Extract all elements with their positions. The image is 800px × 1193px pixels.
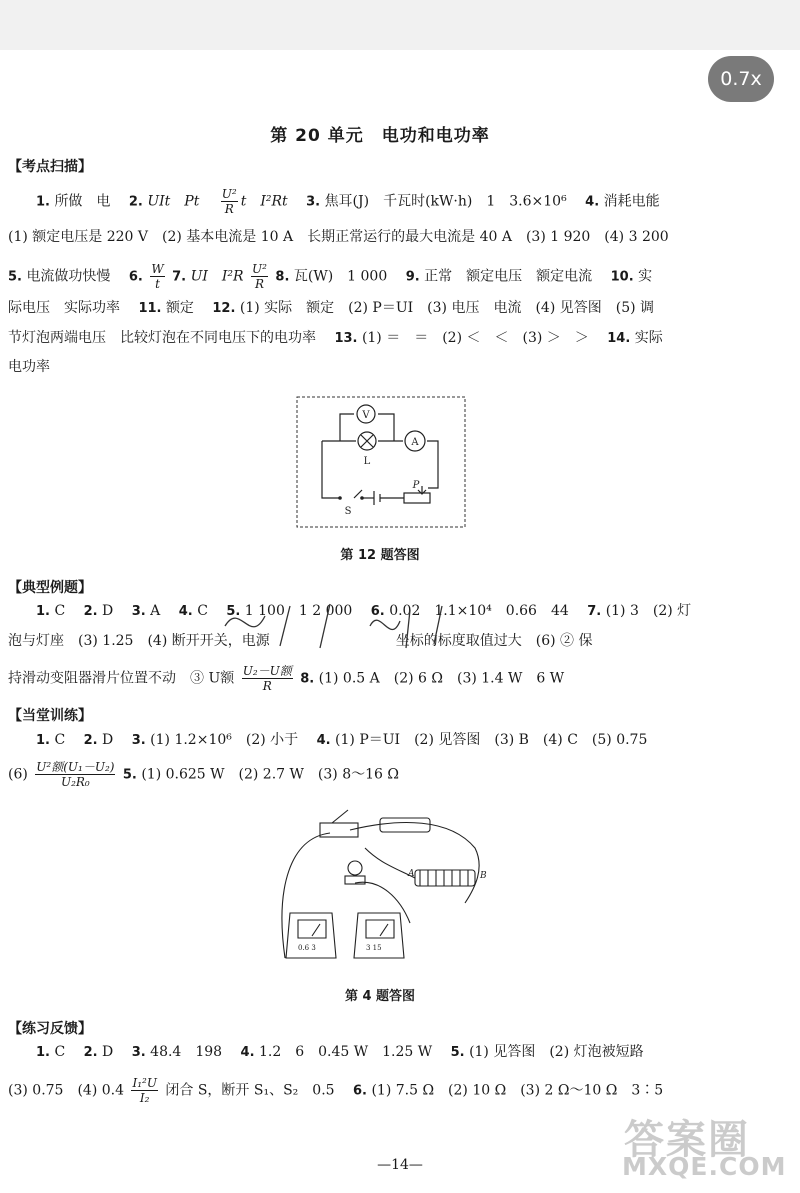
fraction-denominator: t bbox=[155, 277, 160, 291]
apparatus-diagram-q4 bbox=[270, 808, 500, 978]
q-num: 6. bbox=[353, 1083, 367, 1099]
answer-text: 节灯泡两端电压 比较灯泡在不同电压下的电功率 bbox=[8, 330, 330, 346]
answer-text: (1) 见答图 (2) 灯泡被短路 bbox=[469, 1044, 644, 1060]
q-num: 14. bbox=[607, 331, 631, 346]
answer-text: (6) bbox=[8, 766, 28, 783]
figure-caption-q12: 第 12 题答图 bbox=[340, 548, 420, 563]
answer-text: C bbox=[54, 603, 80, 619]
q-num: 13. bbox=[334, 331, 358, 346]
fraction-numerator: U² bbox=[221, 187, 237, 201]
q-num: 8. bbox=[275, 269, 290, 285]
fraction-numerator: I₁²U bbox=[132, 1076, 157, 1090]
feedback-line-2 bbox=[8, 1076, 663, 1105]
fraction-numerator: U²额(U₁－U₂) bbox=[36, 760, 115, 774]
watermark-logo: 答案圈 bbox=[624, 1117, 750, 1163]
scan-line-5 bbox=[8, 329, 663, 348]
answer-text: 实 bbox=[638, 268, 653, 285]
answer-text: (1) 实际 额定 (2) P＝UI (3) 电压 电流 (4) 见答图 (5) 调 bbox=[239, 300, 655, 316]
fraction-denominator: U₂R₀ bbox=[60, 775, 90, 789]
terminal-a-label: A bbox=[408, 869, 415, 879]
answer-text: D bbox=[102, 732, 128, 748]
answer-text: 消耗电能 bbox=[603, 193, 660, 210]
q-num: 5. bbox=[226, 604, 241, 619]
wire bbox=[282, 833, 330, 958]
wire bbox=[350, 823, 479, 903]
rheostat-symbol bbox=[404, 493, 430, 503]
answer-text: 瓦(W) 1 000 bbox=[293, 268, 402, 285]
wire bbox=[355, 882, 410, 923]
answer-text: (1) 0.625 W (2) 2.7 W (3) 8～16 Ω bbox=[141, 766, 399, 783]
scan-line-4 bbox=[8, 299, 654, 318]
answer-text: D bbox=[102, 603, 128, 619]
fraction bbox=[150, 262, 164, 291]
answer-text: (1) ＝ ＝ (2) ＜ ＜ (3) ＞ ＞ bbox=[361, 330, 603, 346]
examples-line-2: 泡与灯座 (3) 1.25 (4) 断开开关，电源 坐标的标度取值过大 (6) ② 保 bbox=[8, 633, 593, 649]
q-num: 5. bbox=[8, 269, 22, 285]
q-num: 5. bbox=[122, 767, 137, 783]
voltmeter-label: V bbox=[362, 410, 370, 421]
fraction-denominator: I₂ bbox=[139, 1091, 150, 1105]
q-num: 1. bbox=[36, 194, 50, 210]
viewer-top-bar bbox=[0, 0, 800, 50]
answer-text: C bbox=[54, 732, 80, 748]
fraction bbox=[251, 262, 268, 291]
section-heading-feedback: 【练习反馈】 bbox=[8, 1021, 92, 1037]
rheostat-windings bbox=[420, 870, 468, 886]
q-num: 2. bbox=[83, 1045, 98, 1060]
answer-text: 1.2 6 0.45 W 1.25 W bbox=[258, 1044, 447, 1060]
q-num: 8. bbox=[300, 671, 315, 687]
section-heading-examples: 【典型例题】 bbox=[8, 580, 92, 596]
answer-text: 持滑动变阻器滑片位置不动 ③ U额 bbox=[8, 670, 235, 687]
answer-text: t I²Rt bbox=[240, 193, 302, 210]
q-num: 4. bbox=[240, 1045, 255, 1060]
q-num: 9. bbox=[405, 269, 420, 285]
q-num: 5. bbox=[450, 1045, 465, 1060]
answer-text: 实际 bbox=[634, 330, 663, 346]
q-num: 4. bbox=[585, 194, 600, 210]
answer-text: D bbox=[102, 1044, 128, 1060]
answer-text: C bbox=[54, 1044, 80, 1060]
page-number: —14— bbox=[377, 1157, 423, 1173]
scan-line-1 bbox=[36, 187, 660, 216]
voltmeter-needle bbox=[380, 924, 388, 936]
voltmeter-scale-label: 3 15 bbox=[366, 944, 382, 952]
ammeter-scale-label: 0.6 3 bbox=[298, 944, 316, 952]
q-num: 7. bbox=[172, 269, 187, 285]
figure-caption-q4: 第 4 题答图 bbox=[344, 989, 416, 1004]
lamp-label: L bbox=[363, 456, 371, 467]
q-num: 1. bbox=[36, 604, 50, 619]
section-heading-scan: 【考点扫描】 bbox=[8, 159, 92, 175]
answer-text: 焦耳(J) 千瓦时(kW·h) 1 3.6×10⁶ bbox=[324, 193, 581, 210]
answer-text: (3) 0.75 (4) 0.4 bbox=[8, 1082, 124, 1099]
ammeter-label: A bbox=[411, 437, 419, 448]
q-num: 1. bbox=[36, 1045, 50, 1060]
switch-label: S bbox=[344, 506, 352, 517]
answer-text: 际电压 实际功率 bbox=[8, 300, 134, 316]
q-num: 4. bbox=[178, 604, 193, 619]
section-heading-classroom: 【当堂训练】 bbox=[8, 708, 92, 724]
answer-text: (1) 7.5 Ω (2) 10 Ω (3) 2 Ω～10 Ω 3∶5 bbox=[371, 1082, 664, 1099]
q-num: 12. bbox=[212, 301, 236, 316]
feedback-line-1 bbox=[36, 1043, 644, 1062]
rheostat-coil bbox=[415, 870, 475, 886]
wire bbox=[322, 441, 340, 498]
handwriting-scribble bbox=[220, 596, 520, 656]
classroom-line-2 bbox=[8, 760, 399, 789]
answer-text: C bbox=[197, 603, 222, 619]
scan-line-2: (1) 额定电压是 220 V (2) 基本电流是 10 A 长期正常运行的最大电流是 40 A (3) 1 920 (4) 3 200 bbox=[8, 229, 669, 245]
q-num: 6. bbox=[370, 604, 385, 619]
fraction-numerator: U² bbox=[252, 262, 267, 276]
q-num: 10. bbox=[610, 269, 634, 285]
switch-contact bbox=[338, 496, 342, 500]
q-num: 3. bbox=[131, 1045, 146, 1060]
answer-text: (1) 3 (2) 灯 bbox=[605, 603, 692, 619]
zoom-level-button[interactable]: 0.7x bbox=[708, 56, 774, 102]
answer-text: (1) P＝UI (2) 见答图 (3) B (4) C (5) 0.75 bbox=[335, 732, 648, 748]
q-num: 11. bbox=[138, 301, 162, 316]
answer-text: 正常 额定电压 额定电流 bbox=[424, 268, 607, 285]
terminal-b-label: B bbox=[480, 871, 487, 881]
answer-text: A bbox=[150, 603, 175, 619]
answer-text: 所做 电 bbox=[54, 193, 125, 210]
fraction-numerator: U₂－U额 bbox=[242, 664, 292, 678]
answer-text: 电流做功快慢 bbox=[26, 268, 125, 285]
scan-line-6: 电功率 bbox=[8, 359, 50, 375]
q-num: 3. bbox=[131, 733, 146, 748]
q-num: 3. bbox=[306, 194, 321, 210]
watermark-url: MXQE.COM bbox=[622, 1152, 787, 1181]
wire bbox=[340, 414, 354, 441]
q-num: 7. bbox=[587, 604, 602, 619]
fraction-denominator: R bbox=[224, 202, 234, 216]
fraction-denominator: R bbox=[262, 679, 272, 693]
ammeter-needle bbox=[312, 924, 320, 936]
answer-text: 闭合 S，断开 S₁、S₂ 0.5 bbox=[165, 1082, 349, 1099]
q-num: 6. bbox=[128, 269, 143, 285]
q-num: 2. bbox=[83, 733, 98, 748]
answer-text: 0.02 1.1×10⁴ 0.66 44 bbox=[389, 603, 583, 619]
answer-text: 额定 bbox=[165, 300, 208, 316]
classroom-line-1 bbox=[36, 731, 647, 750]
bulb bbox=[348, 861, 362, 875]
switch-contact bbox=[360, 496, 364, 500]
q-num: 1. bbox=[36, 733, 50, 748]
battery-box bbox=[380, 818, 430, 832]
battery-symbol bbox=[374, 491, 380, 505]
slider-label: P bbox=[412, 480, 420, 491]
wire bbox=[427, 441, 438, 488]
fraction-denominator: R bbox=[254, 277, 265, 291]
q-num: 4. bbox=[316, 733, 331, 748]
fraction-numerator: W bbox=[151, 262, 164, 276]
fraction bbox=[35, 760, 115, 789]
page-title: 第 20 单元 电功和电功率 bbox=[270, 126, 490, 146]
answer-text: 1 100 1 2 000 bbox=[244, 603, 367, 619]
answer-text: 48.4 198 bbox=[150, 1044, 237, 1060]
answer-text: (1) 0.5 A (2) 6 Ω (3) 1.4 W 6 W bbox=[318, 670, 565, 687]
q-num: 2. bbox=[128, 194, 143, 210]
answer-text: UI I²R bbox=[190, 268, 244, 285]
scan-line-3 bbox=[8, 262, 652, 291]
wire bbox=[378, 414, 394, 441]
examples-line-3 bbox=[8, 664, 564, 693]
answer-text: (1) 1.2×10⁶ (2) 小于 bbox=[150, 732, 313, 748]
switch-lever bbox=[332, 810, 348, 823]
q-num: 3. bbox=[131, 604, 146, 619]
circuit-diagram-q12 bbox=[296, 396, 466, 528]
fraction bbox=[242, 664, 293, 693]
fraction bbox=[131, 1076, 157, 1105]
q-num: 2. bbox=[83, 604, 98, 619]
answer-text: UIt Pt bbox=[147, 193, 214, 210]
fraction bbox=[221, 187, 238, 216]
